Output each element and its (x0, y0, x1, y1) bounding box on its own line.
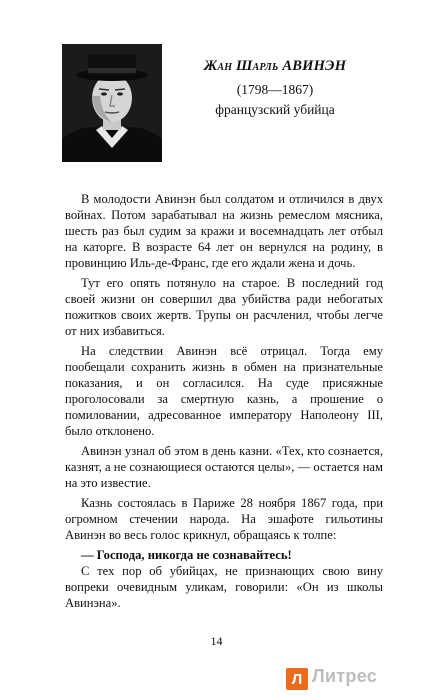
paragraph: С тех пор об убийцах, не признающих свою вину вопреки очевидным уликам, говорили: «Он из школы Авинэна». (65, 564, 383, 610)
litres-logo-icon (286, 668, 308, 690)
life-years: (1798—1867) (236, 82, 314, 97)
logo-letter: Л (291, 670, 303, 688)
person-name (175, 58, 375, 75)
article-text (65, 191, 383, 615)
watermark-text: Литрес (312, 666, 378, 686)
paragraph: Тут его опять потянуло на старое. В последний год своей жизни он совершил два убийства ради небогатых пожитков своих жертв. Трупы он расчленил, чтобы легче от них избавиться. (65, 276, 383, 338)
person-first-name: Жан Шарль (203, 58, 279, 74)
person-role: французский убийца (215, 102, 335, 117)
paragraph: Казнь состоялась в Париже 28 ноября 1867 года, при огромном стечении народа. На эшафоте гильотины Авинэн во весь голос крикнул, обращаясь к толпе: (65, 496, 383, 542)
quote-paragraph: — Господа, никогда не сознавайтесь! (81, 548, 292, 562)
portrait-photo (62, 44, 162, 162)
paragraph: Авинэн узнал об этом в день казни. «Тех, кто сознается, казнят, а не сознающиеся остаются целы», — остается нам на это известие. (65, 444, 383, 490)
paragraph: На следствии Авинэн всё отрицал. Тогда ему пообещали сохранить жизнь в обмен на признательные показания, и он согласился. На суде присяжные проголосовали за смертную казнь, а прошение о помиловании, адресованное императору Наполеону III, было отклонено. (65, 344, 383, 438)
paragraph: В молодости Авинэн был солдатом и отличился в двух войнах. Потом зарабатывал на жизнь ремеслом мясника, шесть раз был судим за кражи и восемнадцать лет отбыл на каторге. В возрасте 64 лет он вернулся на родину, в провинцию Иль-де-Франс, где его ждали жена и дочь. (65, 192, 383, 270)
page-number: 14 (210, 634, 223, 648)
person-last-name: АВИНЭН (282, 58, 347, 74)
article-header (175, 58, 375, 118)
